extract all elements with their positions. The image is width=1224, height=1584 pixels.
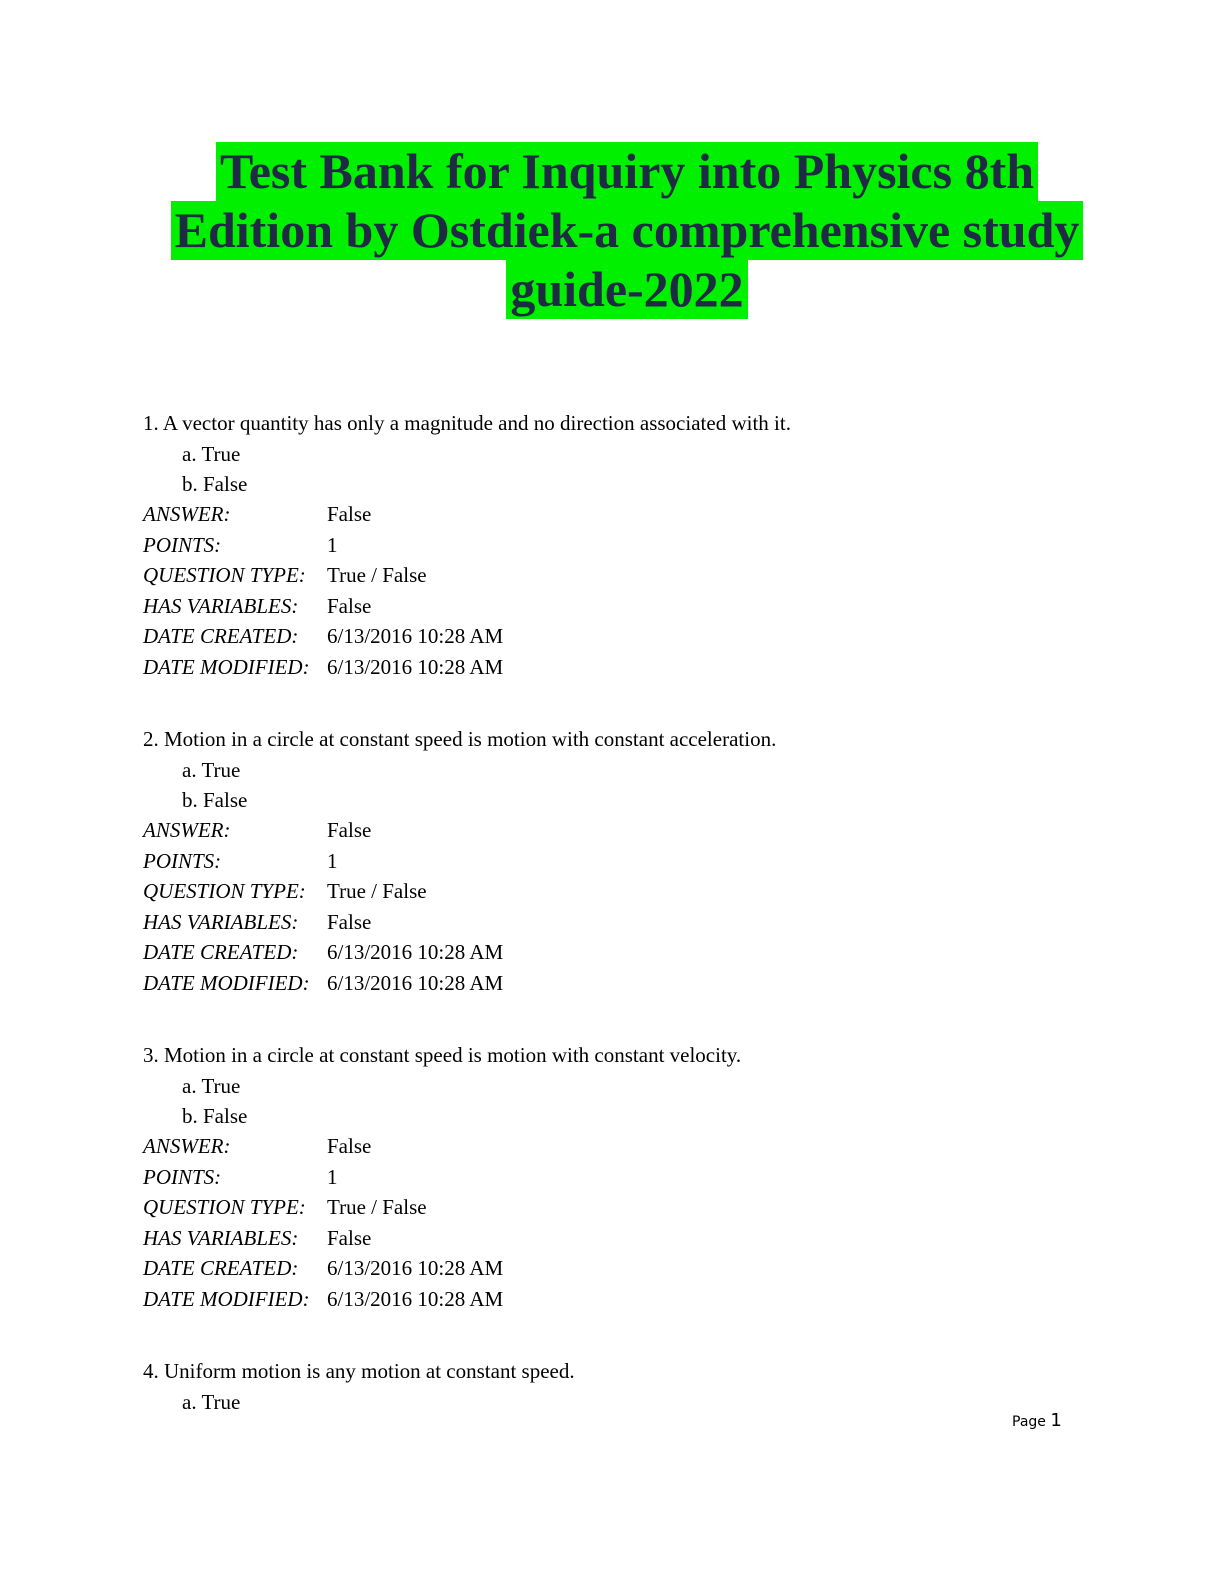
page-label: Page xyxy=(1012,1414,1046,1430)
meta-key: DATE CREATED: xyxy=(143,940,299,964)
meta-points xyxy=(143,846,1103,877)
question-4 xyxy=(143,1356,1103,1417)
meta-key: HAS VARIABLES: xyxy=(143,593,299,618)
page-footer xyxy=(1012,1410,1062,1431)
meta-question-type xyxy=(143,1192,1103,1223)
meta-value: 6/13/2016 10:28 AM xyxy=(327,970,504,995)
question-3 xyxy=(143,1040,1103,1314)
meta-key: QUESTION TYPE: xyxy=(143,563,306,587)
option-true: a. True xyxy=(182,442,241,466)
question-stem: 1. A vector quantity has only a magnitude and no direction associated with it. xyxy=(143,411,791,435)
meta-value: 6/13/2016 10:28 AM xyxy=(327,624,504,648)
option-false: b. False xyxy=(182,1104,248,1128)
question-stem: 3. Motion in a circle at constant speed is motion with constant velocity. xyxy=(143,1043,742,1067)
meta-key: POINTS: xyxy=(143,1164,222,1189)
option-true: a. True xyxy=(182,1074,241,1098)
meta-key: POINTS: xyxy=(143,848,222,873)
meta-value: False xyxy=(327,1225,372,1250)
meta-date-created xyxy=(143,621,1103,652)
option-true: a. True xyxy=(182,758,241,782)
option-true: a. True xyxy=(182,1390,241,1414)
meta-value: True / False xyxy=(327,879,427,903)
question-stem: 2. Motion in a circle at constant speed is motion with constant acceleration. xyxy=(143,727,777,751)
meta-has-variables xyxy=(143,1223,1103,1254)
question-1 xyxy=(143,408,1103,682)
meta-value: True / False xyxy=(327,563,427,587)
meta-value: True / False xyxy=(327,1195,427,1219)
meta-has-variables xyxy=(143,907,1103,938)
meta-date-modified xyxy=(143,652,1103,683)
meta-value: 6/13/2016 10:28 AM xyxy=(327,654,504,679)
meta-answer xyxy=(143,815,1103,846)
meta-key: QUESTION TYPE: xyxy=(143,1195,306,1219)
meta-question-type xyxy=(143,876,1103,907)
meta-points xyxy=(143,530,1103,561)
meta-key: DATE MODIFIED: xyxy=(143,1286,310,1311)
meta-question-type xyxy=(143,560,1103,591)
meta-value: False xyxy=(327,502,372,526)
meta-key: DATE MODIFIED: xyxy=(143,970,310,995)
title-line-3: guide-2022 xyxy=(506,260,747,319)
title-line-2: Edition by Ostdiek-a comprehensive study xyxy=(171,201,1084,260)
meta-date-created xyxy=(143,1253,1103,1284)
document-title xyxy=(112,142,1142,319)
meta-value: 6/13/2016 10:28 AM xyxy=(327,1286,504,1311)
meta-date-created xyxy=(143,937,1103,968)
meta-value: False xyxy=(327,593,372,618)
meta-key: DATE CREATED: xyxy=(143,624,299,648)
page-number: 1 xyxy=(1050,1410,1062,1431)
meta-key: HAS VARIABLES: xyxy=(143,909,299,934)
meta-value: 6/13/2016 10:28 AM xyxy=(327,1256,504,1280)
meta-key: DATE CREATED: xyxy=(143,1256,299,1280)
option-false: b. False xyxy=(182,788,248,812)
meta-value: False xyxy=(327,909,372,934)
meta-key: DATE MODIFIED: xyxy=(143,654,310,679)
meta-key: ANSWER: xyxy=(143,1134,231,1158)
question-stem: 4. Uniform motion is any motion at constant speed. xyxy=(143,1359,575,1383)
meta-answer xyxy=(143,499,1103,530)
meta-answer xyxy=(143,1131,1103,1162)
meta-value: False xyxy=(327,818,372,842)
meta-date-modified xyxy=(143,1284,1103,1315)
meta-value: 1 xyxy=(327,848,338,873)
meta-key: ANSWER: xyxy=(143,818,231,842)
option-false: b. False xyxy=(182,472,248,496)
meta-value: False xyxy=(327,1134,372,1158)
meta-value: 6/13/2016 10:28 AM xyxy=(327,940,504,964)
meta-value: 1 xyxy=(327,1164,338,1189)
meta-key: HAS VARIABLES: xyxy=(143,1225,299,1250)
question-list xyxy=(143,408,1103,1459)
meta-key: QUESTION TYPE: xyxy=(143,879,306,903)
meta-key: POINTS: xyxy=(143,532,222,557)
meta-points xyxy=(143,1162,1103,1193)
title-line-1: Test Bank for Inquiry into Physics 8th xyxy=(216,142,1038,201)
meta-date-modified xyxy=(143,968,1103,999)
meta-has-variables xyxy=(143,591,1103,622)
question-2 xyxy=(143,724,1103,998)
meta-value: 1 xyxy=(327,532,338,557)
meta-key: ANSWER: xyxy=(143,502,231,526)
